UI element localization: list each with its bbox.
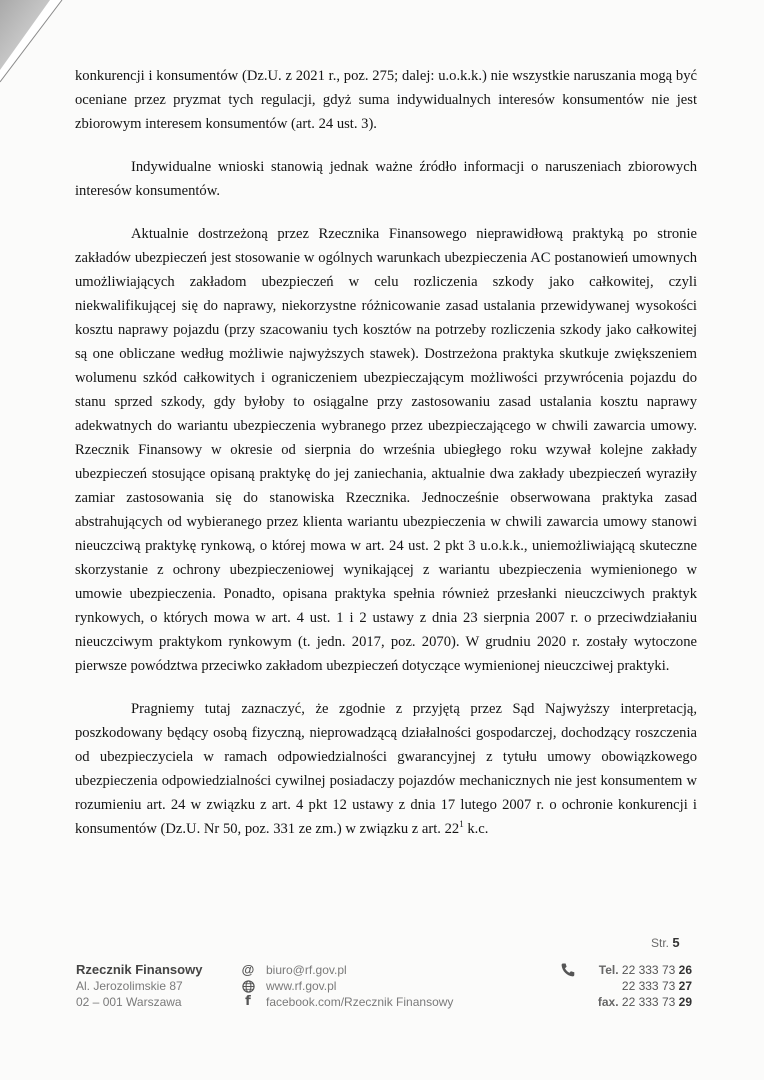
footer-tel-ext1: 26 — [678, 963, 692, 977]
page-number-prefix: Str. — [651, 936, 670, 950]
footer-fax-ext: 29 — [678, 995, 692, 1009]
paragraph-supreme-court-tail: k.c. — [463, 821, 489, 837]
paragraph-supreme-court — [75, 697, 697, 841]
page-number-value: 5 — [672, 935, 680, 950]
page-number — [651, 935, 680, 950]
footer-address-line1: Al. Jerozolimskie 87 — [76, 979, 183, 993]
superscript-note: 1 — [459, 819, 464, 829]
footer-fax-main: 22 333 73 — [621, 995, 676, 1009]
paragraph-continuation: konkurencji i konsumentów (Dz.U. z 2021 r., poz. 275; dalej: u.o.k.k.) nie wszystkie naruszania mogą być oceniane przez pryzmat tych regulacji, gdyż suma indywidualnych interesów konsumentów nie jest zbiorowym interesem konsumentów (art. 24 ust. 3). — [75, 68, 697, 132]
paragraph-individual-requests: Indywidualne wnioski stanowią jednak ważne źródło informacji o naruszeniach zbiorowych interesów konsumentów. — [75, 159, 697, 199]
footer-email-row — [240, 962, 453, 978]
document-body — [75, 64, 697, 841]
footer-fax-label: fax. — [597, 995, 619, 1009]
footer-contacts — [240, 962, 453, 1010]
footer-fax-row — [598, 994, 692, 1010]
footer-tel-label: Tel. — [598, 963, 619, 977]
footer-website[interactable]: www.rf.gov.pl — [266, 979, 337, 993]
phone-icon — [560, 962, 576, 978]
footer-tel-main: 22 333 73 — [621, 963, 676, 977]
footer-phone-numbers — [598, 962, 692, 1010]
facebook-icon: f — [245, 994, 251, 1009]
footer-org-name: Rzecznik Finansowy — [76, 962, 203, 977]
footer-tel2-main: 22 333 73 — [621, 979, 676, 993]
footer-facebook[interactable]: facebook.com/Rzecznik Finansowy — [266, 995, 454, 1009]
footer-facebook-row — [240, 994, 453, 1010]
footer-email[interactable]: biuro@rf.gov.pl — [266, 963, 347, 977]
at-icon: @ — [241, 962, 255, 977]
footer-website-row — [240, 978, 453, 994]
footer-address — [76, 962, 202, 1010]
footer-tel2-row — [598, 978, 692, 994]
letterhead-footer — [0, 962, 764, 1032]
paragraph-unfair-practice: Aktualnie dostrzeżoną przez Rzecznika Finansowego nieprawidłową praktyką po stronie zakładów ubezpieczeń jest stosowanie w ogólnych warunkach ubezpieczenia AC postanowień umownych umożliwiających zakładom ubezpieczeń w celu rozliczenia szkody jako całkowitej, czyli niekwalifikującej się do naprawy, niekorzystne różnicowanie zasad ustalania przewidywanej wysokości kosztu naprawy pojazdu (przy szacowaniu tych kosztów na potrzeby rozliczenia szkody jako całkowitej są one obliczane według możliwie najwyższych stawek). Dostrzeżona praktyka skutkuje zwiększeniem wolumenu szkód całkowitych i ograniczeniem ubezpieczającym możliwości przywrócenia pojazdu do stanu sprzed szkody, gdy byłoby to osiągalne przy zastosowaniu zasad ustalania kosztu naprawy adekwatnych do wariantu ubezpieczenia wybranego przez ubezpieczającego w chwili zawarcia umowy. Rzecznik Finansowy w okresie od sierpnia do września ubiegłego roku wzywał kolejne zakłady ubezpieczeń stosujące opisaną praktykę do jej zaniechania, aktualnie dwa zakłady ubezpieczeń wyraziły zamiar zastosowania się do stanowiska Rzecznika. Jednocześnie obserwowana praktyka zasad abstrahujących od wybieranego przez klienta wariantu ubezpieczenia w chwili zawarcia umowy stanowi nieuczciwą praktykę rynkową, o której mowa w art. 24 ust. 2 pkt 3 u.o.k.k., uniemożliwiającą skuteczne skorzystanie z ochrony ubezpieczeniowej wynikającej z wariantu ubezpieczenia wymienionego w umowie ubezpieczenia. Ponadto, opisana praktyka spełnia również przesłanki nieuczciwych praktyk rynkowych, o których mowa w art. 4 ust. 1 i 2 ustawy z dnia 23 sierpnia 2007 r. o przeciwdziałaniu nieuczciwym praktykom rynkowym (t. jedn. 2017, poz. 2070). W grudniu 2020 r. zostały wytoczone pierwsze powództwa przeciwko zakładom ubezpieczeń dotyczące wymienionej nieuczciwej praktyki. — [75, 226, 697, 674]
footer-address-line2: 02 – 001 Warszawa — [76, 995, 182, 1009]
page-corner-fold — [0, 0, 70, 90]
footer-tel-ext2: 27 — [678, 979, 692, 993]
paragraph-supreme-court-text: Pragniemy tutaj zaznaczyć, że zgodnie z przyjętą przez Sąd Najwyższy interpretacją, poszkodowany będący osobą fizyczną, nieprowadzącą działalności gospodarczej, dochodzący roszczenia od ubezpieczyciela w ramach odpowiedzialności gwarancyjnej z tytułu umowy obowiązkowego ubezpieczenia odpowiedzialności cywilnej posiadaczy pojazdów mechanicznych nie jest konsumentem w rozumieniu art. 24 w związku z art. 4 pkt 12 ustawy z dnia 17 lutego 2007 r. o ochronie konkurencji i konsumentów (Dz.U. Nr 50, poz. 331 ze zm.) w związku z art. 22 — [75, 701, 697, 837]
footer-tel-row — [598, 962, 692, 978]
